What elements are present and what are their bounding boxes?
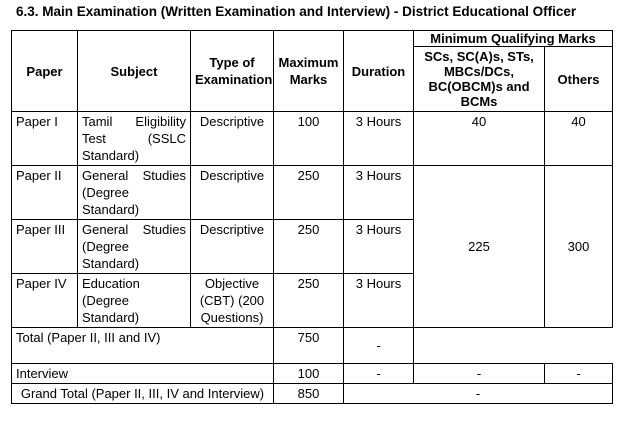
total-row [12,328,613,364]
grand-total-label: Grand Total (Paper II, III, IV and Interview) [12,384,274,404]
subject-cell: Education (Degree Standard) [78,274,191,328]
col-max-marks: Maximum Marks [274,31,344,112]
type-cell: Descriptive [191,166,274,220]
section-heading: 6.3. Main Examination (Written Examination and Interview) - District Educational Officer [16,4,577,19]
subject-cell: Tamil Eligibility Test (SSLC Standard) [78,112,191,166]
interview-duration: - [344,364,414,384]
table-row [12,112,613,166]
max-marks-cell: 100 [274,112,344,166]
max-marks-cell: 250 [274,166,344,220]
grand-total-row [12,384,613,404]
combined-reserved-min-cell: 225 [414,166,545,328]
col-min-qualifying: Minimum Qualifying Marks [414,31,613,47]
col-subject: Subject [78,31,191,112]
paper-cell: Paper II [12,166,78,220]
interview-row [12,364,613,384]
type-cell: Descriptive [191,220,274,274]
type-cell: Descriptive [191,112,274,166]
col-others: Others [545,47,613,112]
others-min-cell: 40 [545,112,613,166]
grand-total-max-marks: 850 [274,384,344,404]
duration-cell: 3 Hours [344,274,414,328]
col-paper: Paper [12,31,78,112]
combined-others-min-cell: 300 [545,166,613,328]
col-type: Type of Examination [191,31,274,112]
paper-cell: Paper I [12,112,78,166]
col-reserved: SCs, SC(A)s, STs, MBCs/DCs, BC(OBCM)s and BCMs [414,47,545,112]
duration-cell: 3 Hours [344,220,414,274]
total-duration: - [344,328,414,364]
table-row [12,166,613,220]
col-duration: Duration [344,31,414,112]
grand-total-min: - [344,384,613,404]
paper-cell: Paper III [12,220,78,274]
max-marks-cell: 250 [274,220,344,274]
paper-cell: Paper IV [12,274,78,328]
max-marks-cell: 250 [274,274,344,328]
total-max-marks: 750 [274,328,344,364]
interview-reserved-min: - [414,364,545,384]
total-label: Total (Paper II, III and IV) [12,328,274,364]
interview-max-marks: 100 [274,364,344,384]
type-cell: Objective (CBT) (200 Questions) [191,274,274,328]
reserved-min-cell: 40 [414,112,545,166]
interview-label: Interview [12,364,274,384]
subject-cell: General Studies (Degree Standard) [78,166,191,220]
interview-others-min: - [545,364,613,384]
exam-table [11,30,613,404]
duration-cell: 3 Hours [344,112,414,166]
duration-cell: 3 Hours [344,166,414,220]
header-row [12,31,613,47]
subject-cell: General Studies (Degree Standard) [78,220,191,274]
